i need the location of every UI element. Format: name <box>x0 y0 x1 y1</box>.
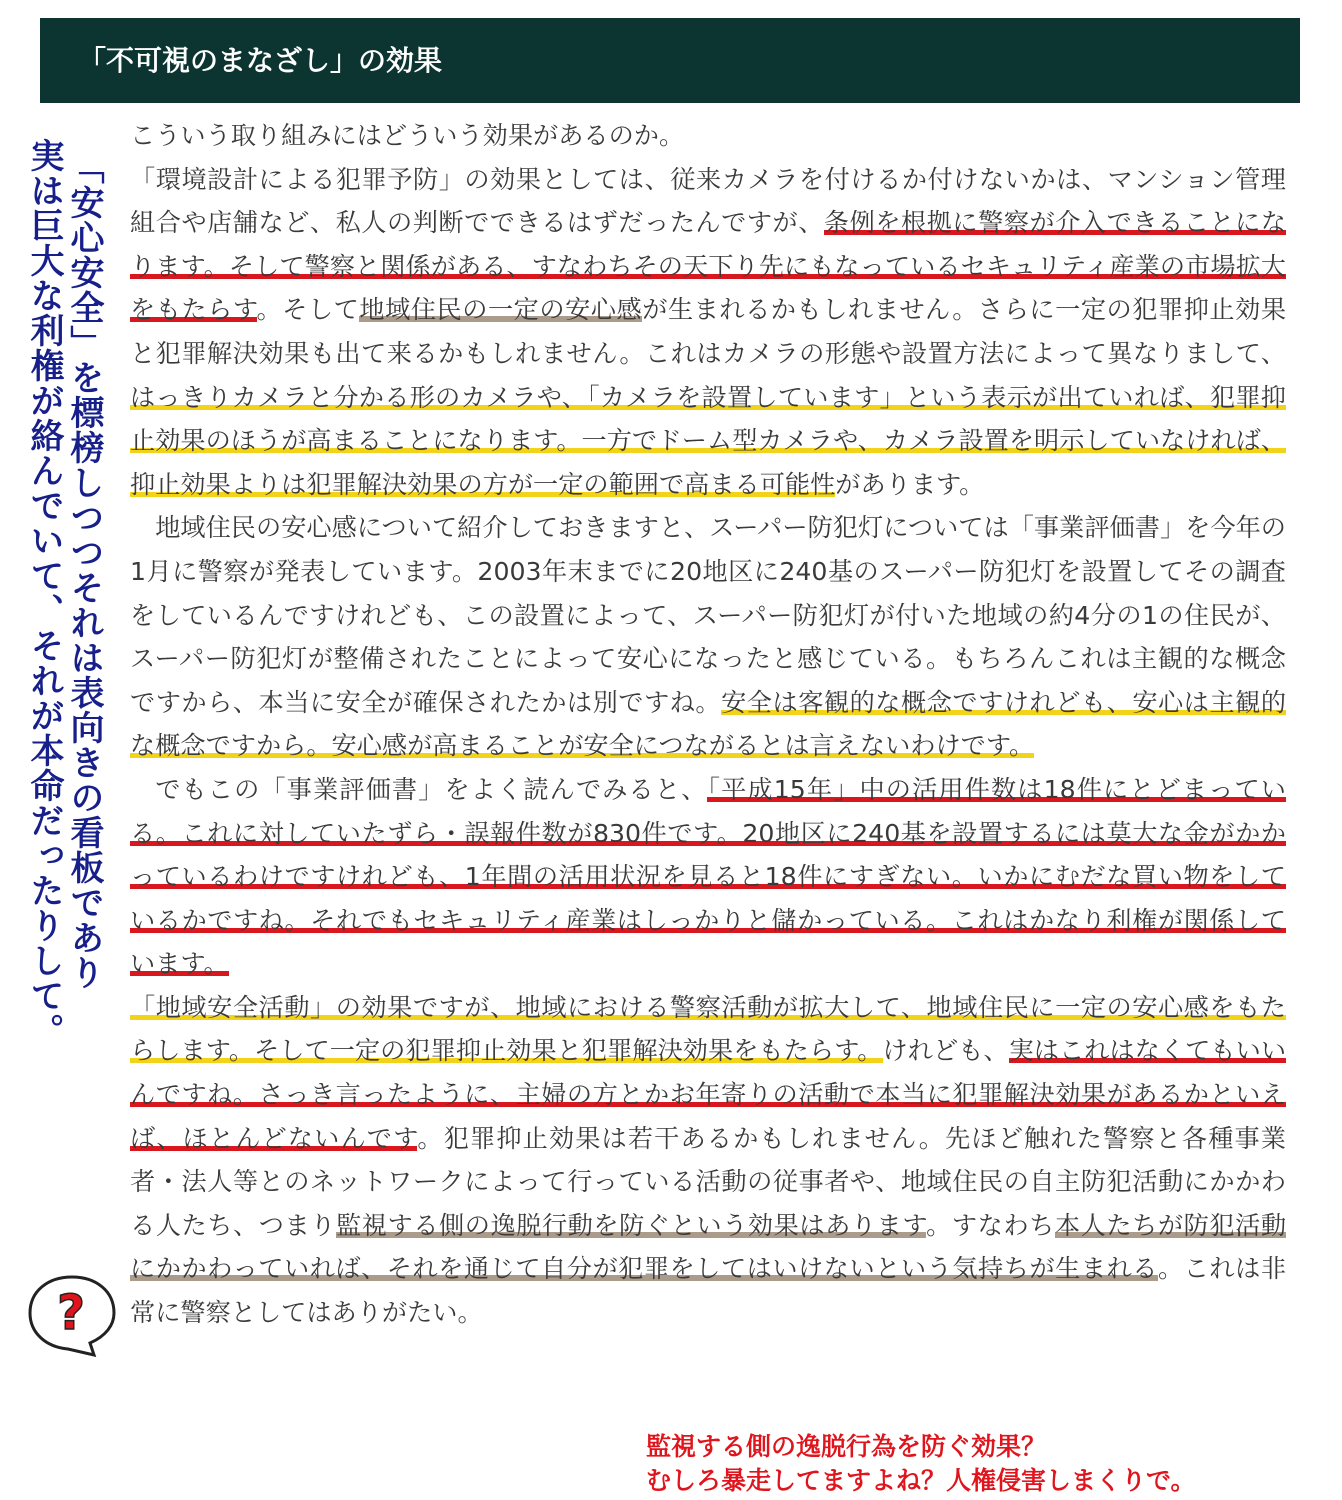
p4-underline-red: 「平成15年」中の活用件数は18件にとどまっている。これに対していたずら・誤報件数が830件です。20地区に240基を設置するには莫大な金がかかっているわけですけれども、1年間の活用状況を見ると18件にすぎない。いかにむだな買い物をしているかですね。それでもセキュリティ産業はしっかりと儲かっている。これはかなり利権が関係しています。 <box>130 774 1286 979</box>
section-header <box>40 18 1300 103</box>
p5-underline-brown-1: 監視する側の逸脱行動を防ぐという効果はあります <box>335 1210 927 1240</box>
red-caption <box>646 1430 1296 1498</box>
red-caption-line-1: 監視する側の逸脱行為を防ぐ効果？ <box>646 1432 1047 1461</box>
article-body <box>130 114 1286 1335</box>
paragraph-5 <box>130 986 1286 1335</box>
side-note-line-1: 「安心安全」を標榜しつつそれは表向きの看板であり <box>64 150 104 990</box>
p2-underline-brown: 地域住民の一定の安心感 <box>359 295 643 325</box>
section-title: 「不可視のまなざし」の効果 <box>78 44 443 77</box>
p1-text: こういう取り組みにはどういう効果があるのか。 <box>130 121 685 150</box>
red-caption-line-2: むしろ暴走してますよね？人権侵害しまくりで。 <box>646 1466 1196 1495</box>
p5-text-f: 。すなわち <box>926 1210 1055 1240</box>
paragraph-3 <box>130 506 1286 768</box>
p5-text-b: けれども、 <box>882 1036 1009 1066</box>
p4-text-a: でもこの「事業評価書」をよく読んでみると、 <box>155 774 708 804</box>
p2-underline-yellow: はっきりカメラと分かる形のカメラや、「カメラを設置しています」という表示が出ていれば、犯罪抑止効果のほうが高まることになります。一方でドーム型カメラや、カメラ設置を明示していなければ、抑止効果よりは犯罪解決効果の方が一定の範囲で高まる可能性 <box>130 382 1286 499</box>
paragraph-2 <box>130 158 1286 507</box>
p5-underline-red: 実はこれはなくてもいいんですね。さっき言ったように、主婦の方とかお年寄りの活動で本当に犯罪解決効果があるかといえば、ほとんどないんです <box>130 1036 1286 1153</box>
p2-text-a: 「環境設計による犯罪予防」の効果としては、従来カメラを付けるか付けないかは、マンション管理組合や店舗など、私人の判断でできるはずだったんですが、 <box>130 164 1286 238</box>
p5-underline-yellow: 「地域安全活動」の効果ですが、地域における警察活動が拡大して、地域住民に一定の安心感をもたらします。そして一定の犯罪抑止効果と犯罪解決効果をもたらす。 <box>130 992 1286 1066</box>
question-mark-glyph: ? <box>57 1285 85 1341</box>
p5-text-h: 。これは非常に警察としてはありがたい。 <box>130 1254 1287 1328</box>
p5-underline-brown-2: 本人たちが防犯活動にかかわっていれば、それを通じて自分が犯罪をしてはいけないという気持ちが生まれる <box>130 1210 1287 1284</box>
p2-text-g: があります。 <box>835 469 985 499</box>
p3-underline-yellow: 安全は客観的な概念ですけれども、安心は主観的な概念ですから。安心感が高まることが安全につながるとは言えないわけです。 <box>130 687 1287 761</box>
p2-text-c: 。そして <box>256 295 360 325</box>
side-note-line-2: 実は巨大な利権が絡んでいて、それが本命だったりして。 <box>24 138 64 1048</box>
paragraph-1 <box>130 114 1286 158</box>
paragraph-4 <box>130 768 1286 986</box>
p2-text-e: が生まれるかもしれません。さらに一定の犯罪抑止効果と犯罪解決効果も出て来るかもしれません。これはカメラの形態や設置方法によって異なりまして、 <box>130 295 1287 368</box>
p5-text-d: 。犯罪抑止効果は若干あるかもしれません。先ほど触れた警察と各種事業者・法人等とのネットワークによって行っている活動の従事者や、地域住民の自主防犯活動にかかわる人たち、つまり <box>130 1123 1286 1240</box>
p3-text-a: 地域住民の安心感について紹介しておきますと、スーパー防犯灯については「事業評価書」を今年の1月に警察が発表しています。2003年末までに20地区に240基のスーパー防犯灯を設置してその調査をしているんですけれども、この設置によって、スーパー防犯灯が付いた地域の約4分の1の住民が、スーパー防犯灯が整備されたことによって安心になったと感じている。もちろんこれは主観的な概念ですから、本当に安全が確保されたかは別ですね。 <box>130 513 1286 717</box>
question-bubble-icon <box>24 1273 120 1357</box>
p2-underline-red: 条例を根拠に警察が介入できることになります。そして警察と関係がある、すなわちその天下り先にもなっているセキュリティ産業の市場拡大をもたらす <box>130 208 1287 325</box>
